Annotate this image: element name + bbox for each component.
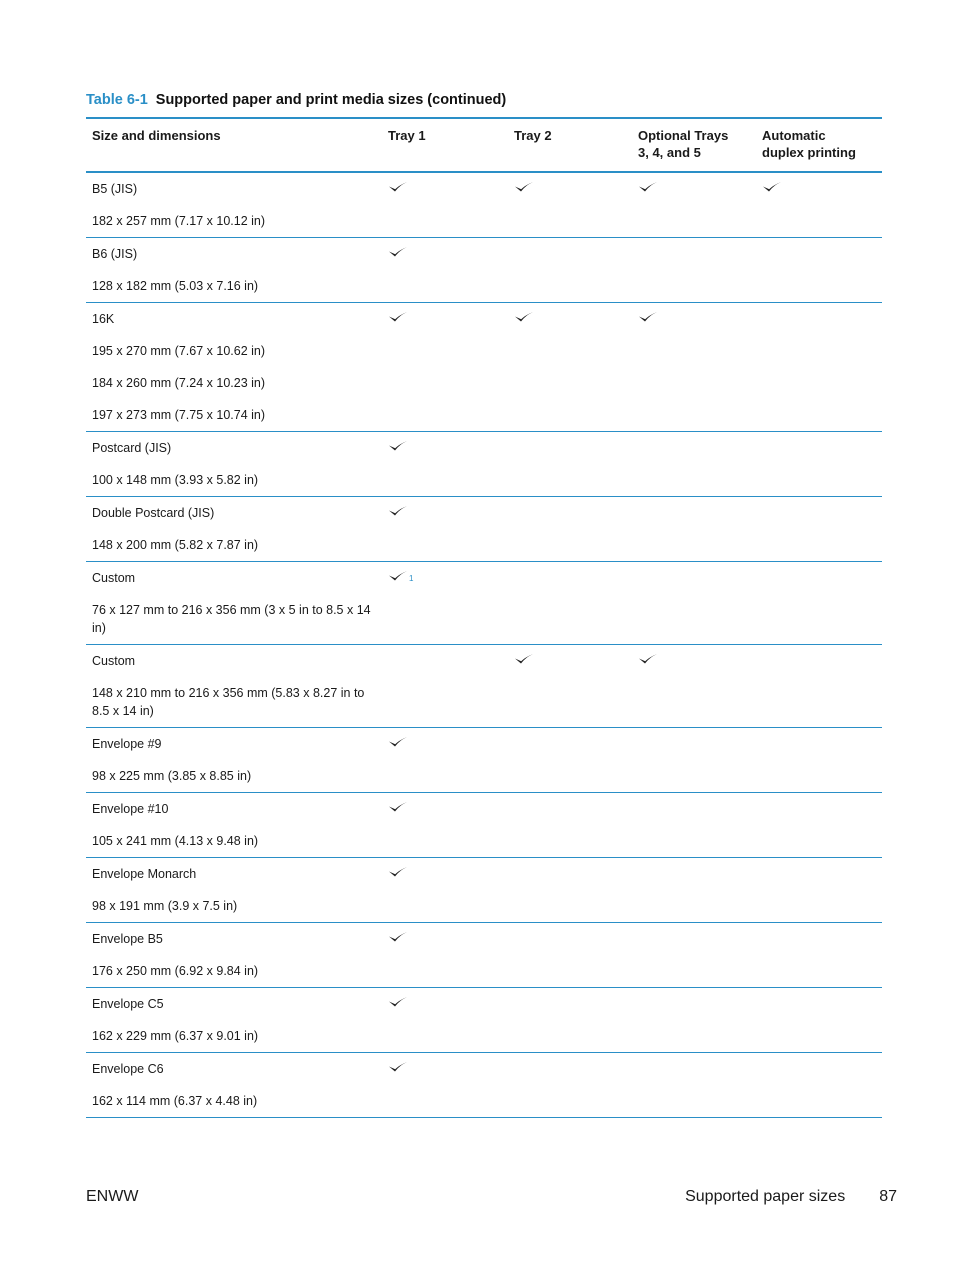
cell-tray2 xyxy=(508,1020,632,1053)
cell-duplex xyxy=(756,205,882,238)
cell-optional xyxy=(632,270,756,303)
cell-tray1 xyxy=(382,677,508,728)
cell-optional xyxy=(632,760,756,793)
cell-optional xyxy=(632,238,756,271)
cell-tray2 xyxy=(508,793,632,826)
table-row-detail xyxy=(86,1085,882,1118)
media-dimensions: 148 x 210 mm to 216 x 356 mm (5.83 x 8.27 in to 8.5 x 14 in) xyxy=(86,677,382,728)
media-name: Envelope C6 xyxy=(92,1062,164,1076)
cell-tray1 xyxy=(382,529,508,562)
cell-tray2 xyxy=(508,529,632,562)
table-row-detail xyxy=(86,890,882,923)
checkmark-icon xyxy=(388,866,408,878)
header-duplex: Automatic duplex printing xyxy=(762,128,856,160)
table-row xyxy=(86,238,882,271)
table-row-detail xyxy=(86,399,882,432)
cell-duplex xyxy=(756,1085,882,1118)
cell-tray2 xyxy=(508,464,632,497)
cell-optional xyxy=(632,335,756,367)
table-row-detail xyxy=(86,335,882,367)
media-sizes-table xyxy=(86,117,882,1118)
cell-tray2 xyxy=(508,432,632,465)
media-dimensions: 98 x 191 mm (3.9 x 7.5 in) xyxy=(86,890,382,923)
cell-optional xyxy=(632,1085,756,1118)
footer-right xyxy=(685,1188,897,1206)
media-name: Envelope Monarch xyxy=(92,867,197,881)
table-row xyxy=(86,988,882,1021)
cell-tray1 xyxy=(382,1085,508,1118)
media-dimensions: 100 x 148 mm (3.93 x 5.82 in) xyxy=(86,464,382,497)
table-row xyxy=(86,432,882,465)
table-row-detail xyxy=(86,760,882,793)
media-name: 16K xyxy=(92,312,115,326)
media-name: Postcard (JIS) xyxy=(92,441,172,455)
media-dimensions: 184 x 260 mm (7.24 x 10.23 in) xyxy=(92,376,266,390)
cell-duplex xyxy=(756,760,882,793)
cell-duplex xyxy=(756,728,882,761)
table-row-detail xyxy=(86,529,882,562)
checkmark-icon xyxy=(388,570,408,582)
cell-tray2 xyxy=(508,562,632,595)
cell-tray1 xyxy=(382,988,508,1021)
cell-tray1 xyxy=(382,367,508,399)
cell-tray2 xyxy=(508,1053,632,1086)
cell-optional xyxy=(632,594,756,645)
cell-duplex xyxy=(756,594,882,645)
cell-duplex xyxy=(756,825,882,858)
footer-section: Supported paper sizes xyxy=(685,1188,846,1205)
checkmark-icon xyxy=(638,653,658,665)
media-dimensions: 148 x 200 mm (5.82 x 7.87 in) xyxy=(86,529,382,562)
cell-tray2 xyxy=(508,1085,632,1118)
table-number: Table 6-1 xyxy=(86,92,148,108)
checkmark-icon xyxy=(638,181,658,193)
cell-duplex xyxy=(756,367,882,399)
media-name: Custom xyxy=(92,654,136,668)
cell-tray2 xyxy=(508,677,632,728)
table-row-detail xyxy=(86,594,882,645)
cell-optional xyxy=(632,399,756,432)
header-tray1: Tray 1 xyxy=(388,128,426,143)
cell-optional xyxy=(632,1020,756,1053)
cell-duplex xyxy=(756,270,882,303)
cell-duplex xyxy=(756,562,882,595)
media-name: Envelope #9 xyxy=(92,737,162,751)
checkmark-icon xyxy=(514,653,534,665)
cell-duplex xyxy=(756,1020,882,1053)
cell-tray1 xyxy=(382,270,508,303)
cell-tray1 xyxy=(382,645,508,678)
cell-tray2 xyxy=(508,303,632,336)
cell-optional xyxy=(632,172,756,205)
table-row-detail xyxy=(86,677,882,728)
cell-tray2 xyxy=(508,238,632,271)
checkmark-icon xyxy=(388,801,408,813)
cell-optional xyxy=(632,645,756,678)
cell-tray2 xyxy=(508,497,632,530)
table-header-row xyxy=(86,118,882,172)
cell-tray2 xyxy=(508,825,632,858)
cell-optional xyxy=(632,890,756,923)
footer-left: ENWW xyxy=(86,1188,139,1205)
cell-duplex xyxy=(756,955,882,988)
checkmark-icon xyxy=(514,181,534,193)
cell-tray2 xyxy=(508,335,632,367)
cell-duplex xyxy=(756,923,882,956)
media-dimensions: 182 x 257 mm (7.17 x 10.12 in) xyxy=(86,205,382,238)
checkmark-icon xyxy=(388,505,408,517)
table-row xyxy=(86,793,882,826)
media-dimensions: 76 x 127 mm to 216 x 356 mm (3 x 5 in to 8.5 x 14 in) xyxy=(86,594,382,645)
cell-duplex xyxy=(756,172,882,205)
cell-tray1 xyxy=(382,890,508,923)
cell-tray1 xyxy=(382,205,508,238)
cell-tray1 xyxy=(382,303,508,336)
media-name: Custom xyxy=(92,571,136,585)
cell-tray1 xyxy=(382,497,508,530)
cell-tray2 xyxy=(508,399,632,432)
table-row xyxy=(86,645,882,678)
cell-tray1 xyxy=(382,399,508,432)
cell-tray1 xyxy=(382,335,508,367)
cell-optional xyxy=(632,923,756,956)
cell-optional xyxy=(632,825,756,858)
cell-tray2 xyxy=(508,760,632,793)
table-row-detail xyxy=(86,464,882,497)
table-row-detail xyxy=(86,270,882,303)
cell-tray1 xyxy=(382,172,508,205)
cell-optional xyxy=(632,497,756,530)
cell-tray1 xyxy=(382,858,508,891)
table-title: Supported paper and print media sizes (continued) xyxy=(155,92,507,108)
header-tray2: Tray 2 xyxy=(514,128,552,143)
table-row xyxy=(86,1053,882,1086)
cell-tray1 xyxy=(382,464,508,497)
media-dimensions: 162 x 229 mm (6.37 x 9.01 in) xyxy=(86,1020,382,1053)
cell-tray2 xyxy=(508,923,632,956)
cell-tray2 xyxy=(508,594,632,645)
checkmark-icon xyxy=(388,246,408,258)
cell-duplex xyxy=(756,399,882,432)
table-row xyxy=(86,923,882,956)
table-caption xyxy=(86,92,506,108)
cell-tray2 xyxy=(508,205,632,238)
media-name: Envelope #10 xyxy=(92,802,169,816)
cell-tray1 xyxy=(382,594,508,645)
cell-duplex xyxy=(756,1053,882,1086)
cell-optional xyxy=(632,432,756,465)
checkmark-icon xyxy=(388,1061,408,1073)
table-row xyxy=(86,728,882,761)
cell-duplex xyxy=(756,890,882,923)
cell-duplex xyxy=(756,432,882,465)
cell-tray1 xyxy=(382,728,508,761)
cell-duplex xyxy=(756,238,882,271)
media-name: Envelope C5 xyxy=(92,997,164,1011)
cell-duplex xyxy=(756,529,882,562)
cell-duplex xyxy=(756,303,882,336)
page-number: 87 xyxy=(879,1188,897,1205)
cell-tray2 xyxy=(508,645,632,678)
cell-duplex xyxy=(756,858,882,891)
cell-tray2 xyxy=(508,858,632,891)
table-row xyxy=(86,172,882,205)
cell-optional xyxy=(632,367,756,399)
checkmark-icon xyxy=(388,736,408,748)
cell-tray1 xyxy=(382,562,508,595)
cell-optional xyxy=(632,955,756,988)
cell-duplex xyxy=(756,464,882,497)
table-row-detail xyxy=(86,955,882,988)
cell-tray1 xyxy=(382,1053,508,1086)
cell-tray1 xyxy=(382,238,508,271)
table-row xyxy=(86,303,882,336)
cell-tray1 xyxy=(382,955,508,988)
cell-optional xyxy=(632,793,756,826)
media-name: B6 (JIS) xyxy=(92,247,138,261)
table-row xyxy=(86,497,882,530)
cell-optional xyxy=(632,562,756,595)
cell-tray2 xyxy=(508,890,632,923)
checkmark-icon xyxy=(388,440,408,452)
cell-duplex xyxy=(756,677,882,728)
media-dimensions: 195 x 270 mm (7.67 x 10.62 in) xyxy=(92,344,266,358)
cell-tray2 xyxy=(508,955,632,988)
media-name: Envelope B5 xyxy=(92,932,163,946)
cell-tray2 xyxy=(508,270,632,303)
cell-optional xyxy=(632,988,756,1021)
checkmark-icon xyxy=(388,311,408,323)
table-row-detail xyxy=(86,205,882,238)
cell-tray1 xyxy=(382,923,508,956)
cell-optional xyxy=(632,464,756,497)
cell-duplex xyxy=(756,988,882,1021)
cell-tray2 xyxy=(508,367,632,399)
media-dimensions: 162 x 114 mm (6.37 x 4.48 in) xyxy=(86,1085,382,1118)
cell-duplex xyxy=(756,645,882,678)
cell-optional xyxy=(632,858,756,891)
media-dimensions: 98 x 225 mm (3.85 x 8.85 in) xyxy=(86,760,382,793)
cell-duplex xyxy=(756,335,882,367)
footnote-marker: 1 xyxy=(409,574,414,583)
checkmark-icon xyxy=(638,311,658,323)
checkmark-icon xyxy=(514,311,534,323)
cell-tray1 xyxy=(382,793,508,826)
media-dimensions: 128 x 182 mm (5.03 x 7.16 in) xyxy=(86,270,382,303)
cell-tray2 xyxy=(508,172,632,205)
cell-optional xyxy=(632,303,756,336)
table-row xyxy=(86,562,882,595)
table-row-detail xyxy=(86,1020,882,1053)
media-name: Double Postcard (JIS) xyxy=(92,506,215,520)
cell-duplex xyxy=(756,793,882,826)
cell-tray1 xyxy=(382,760,508,793)
cell-optional xyxy=(632,1053,756,1086)
header-size: Size and dimensions xyxy=(92,128,221,143)
table-row-detail xyxy=(86,825,882,858)
cell-optional xyxy=(632,205,756,238)
table-row xyxy=(86,858,882,891)
cell-tray2 xyxy=(508,988,632,1021)
cell-tray2 xyxy=(508,728,632,761)
checkmark-icon xyxy=(388,996,408,1008)
checkmark-icon xyxy=(388,181,408,193)
media-dimensions: 176 x 250 mm (6.92 x 9.84 in) xyxy=(86,955,382,988)
checkmark-icon xyxy=(762,181,782,193)
cell-tray1 xyxy=(382,825,508,858)
media-name: B5 (JIS) xyxy=(92,182,138,196)
cell-optional xyxy=(632,728,756,761)
cell-optional xyxy=(632,677,756,728)
media-dimensions: 197 x 273 mm (7.75 x 10.74 in) xyxy=(86,399,382,432)
media-dimensions: 105 x 241 mm (4.13 x 9.48 in) xyxy=(86,825,382,858)
checkmark-icon xyxy=(388,931,408,943)
cell-tray1 xyxy=(382,1020,508,1053)
cell-optional xyxy=(632,529,756,562)
cell-duplex xyxy=(756,497,882,530)
cell-tray1 xyxy=(382,432,508,465)
header-optional-trays: Optional Trays 3, 4, and 5 xyxy=(638,128,729,160)
table-row-detail xyxy=(86,367,882,399)
